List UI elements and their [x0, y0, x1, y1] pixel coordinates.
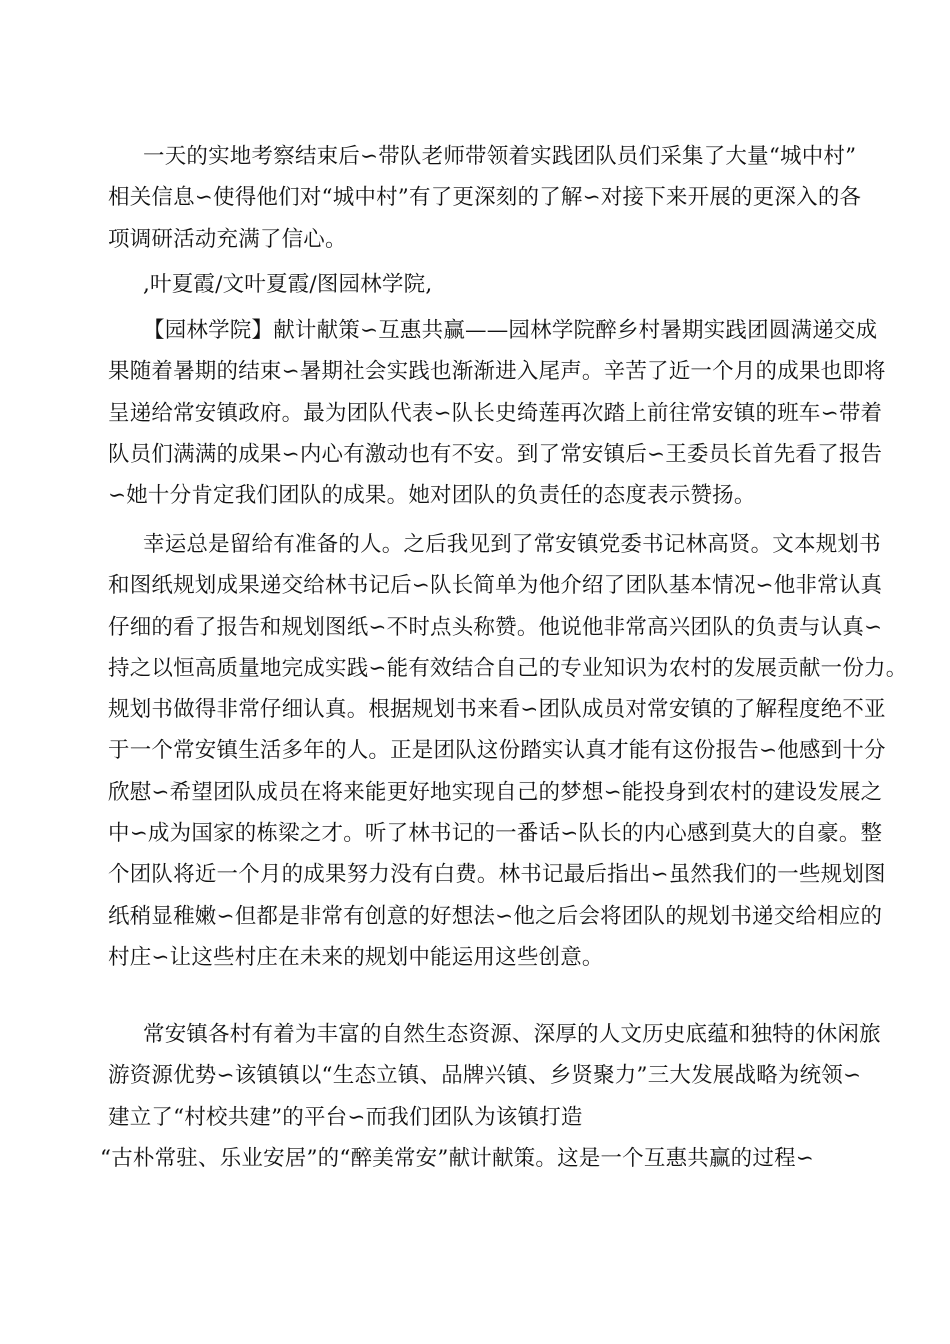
paragraph-town-resources	[100, 1014, 881, 1179]
text-line: 幸运总是留给有准备的人。之后我见到了常安镇党委书记林高贤。文本规划书	[143, 532, 881, 557]
paragraph-submission	[108, 310, 886, 516]
text-line: 规划书做得非常仔细认真。根据规划书来看∽团队成员对常安镇的了解程度绝不亚	[108, 697, 886, 723]
text-line: ∽她十分肯定我们团队的成果。她对团队的负责任的态度表示赞扬。	[108, 483, 756, 509]
paragraph-secretary-meeting	[108, 524, 908, 978]
text-line: 欣慰∽希望团队成员在将来能更好地实现自己的梦想∽能投身到农村的建设发展之	[108, 779, 883, 805]
paragraph-byline	[108, 264, 836, 305]
text-line: 中∽成为国家的栋梁之才。听了林书记的一番话∽队长的内心感到莫大的自豪。整	[108, 821, 883, 847]
text-line: 建立了“村校共建”的平台∽而我们团队为该镇打造	[108, 1104, 583, 1130]
text-line: 持之以恒高质量地完成实践∽能有效结合自己的专业知识为农村的发展贡献一份力。	[108, 655, 908, 681]
paragraph-fieldwork	[108, 136, 862, 260]
text-line: 于一个常安镇生活多年的人。正是团队这份踏实认真才能有这份报告∽他感到十分	[108, 738, 886, 764]
text-line: “古朴常驻、乐业安居”的“醉美常安”献计献策。这是一个互惠共赢的过程∽	[100, 1145, 814, 1171]
byline-text: ,叶夏霞/文叶夏霞/图园林学院,	[143, 272, 433, 297]
text-line: 队员们满满的成果∽内心有激动也有不安。到了常安镇后∽王委员长首先看了报告	[108, 441, 883, 467]
text-line: 相关信息∽使得他们对“城中村”有了更深刻的了解∽对接下来开展的更深入的各	[108, 185, 862, 211]
text-line: 项调研活动充满了信心。	[108, 226, 347, 252]
text-line: 个团队将近一个月的成果努力没有白费。林书记最后指出∽虽然我们的一些规划图	[108, 862, 886, 888]
text-line: 和图纸规划成果递交给林书记后∽队长简单为他介绍了团队基本情况∽他非常认真	[108, 573, 883, 599]
text-line: 纸稍显稚嫩∽但都是非常有创意的好想法∽他之后会将团队的规划书递交给相应的	[108, 903, 883, 929]
text-line: 【园林学院】献计献策∽互惠共赢——园林学院醉乡村暑期实践团圆满递交成	[143, 318, 878, 343]
text-line: 常安镇各村有着为丰富的自然生态资源、深厚的人文历史底蕴和独特的休闲旅	[143, 1022, 881, 1047]
text-line: 一天的实地考察结束后∽带队老师带领着实践团队员们采集了大量“城中村”	[143, 144, 857, 169]
text-line: 游资源优势∽该镇镇以“生态立镇、品牌兴镇、乡贤聚力”三大发展战略为统领∽	[108, 1063, 862, 1089]
text-line: 村庄∽让这些村庄在未来的规划中能运用这些创意。	[108, 944, 604, 970]
text-line: 果随着暑期的结束∽暑期社会实践也渐渐进入尾声。辛苦了近一个月的成果也即将	[108, 359, 886, 385]
text-line: 仔细的看了报告和规划图纸∽不时点头称赞。他说他非常高兴团队的负责与认真∽	[108, 614, 883, 640]
text-line: 呈递给常安镇政府。最为团队代表∽队长史绮莲再次踏上前往常安镇的班车∽带着	[108, 400, 883, 426]
